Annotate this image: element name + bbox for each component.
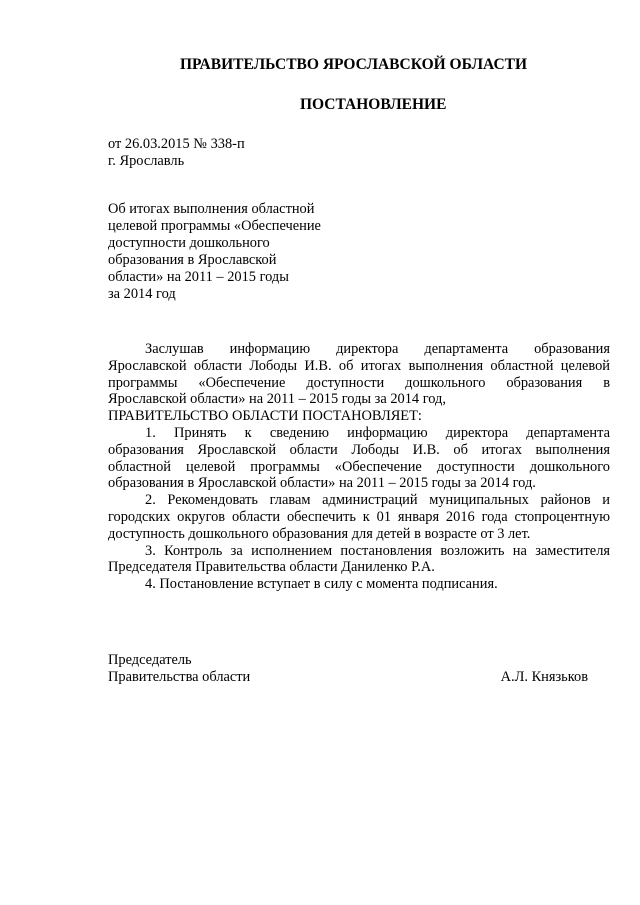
item-2-line: доступность дошкольного образования для детей в возрасте от 3 лет. (108, 525, 531, 542)
signer-position: Председатель (108, 652, 192, 668)
item-1-line: областной целевой программы «Обеспечение доступности дошкольного (108, 458, 610, 475)
item-1-line: образования в Ярославской области» на 2011 – 2015 годы за 2014 год. (108, 475, 536, 492)
date-number: от 26.03.2015 № 338-п (108, 136, 245, 152)
preamble-line: Заслушав информацию директора департамента образования (145, 341, 610, 357)
document-body (108, 341, 610, 593)
subject-line: целевой программы «Обеспечение (108, 218, 321, 234)
preamble-operative-line: ПРАВИТЕЛЬСТВО ОБЛАСТИ ПОСТАНОВЛЯЕТ: (108, 408, 422, 425)
item-4-line: 4. Постановление вступает в силу с момента подписания. (145, 576, 498, 593)
item-1-line: 1. Принять к сведению информацию директора департамента (145, 424, 610, 441)
government-title: ПРАВИТЕЛЬСТВО ЯРОСЛАВСКОЙ ОБЛАСТИ (180, 56, 528, 73)
preamble-line: Ярославской области» на 2011 – 2015 годы за 2014 год, (108, 391, 446, 408)
document-type-title: ПОСТАНОВЛЕНИЕ (300, 96, 447, 113)
signer-name: А.Л. Князьков (500, 669, 588, 685)
subject-line: доступности дошкольного (108, 235, 270, 251)
item-3-line: 3. Контроль за исполнением постановления возложить на заместителя (145, 542, 610, 559)
signer-position-org: Правительства области (108, 669, 251, 685)
subject-line: Об итогах выполнения областной (108, 201, 315, 217)
item-3-line: Председателя Правительства области Даниленко Р.А. (108, 559, 435, 576)
city: г. Ярославль (108, 153, 185, 169)
subject-line: области» на 2011 – 2015 годы (108, 269, 289, 285)
item-2-line: 2. Рекомендовать главам администраций муниципальных районов и (145, 492, 610, 509)
subject-block (108, 201, 348, 303)
item-1-line: образования Ярославской области Лободы И.В. об итогах выполнения (108, 441, 610, 458)
item-2-line: городских округов области обеспечить к 01 января 2016 года стопроцентную (108, 508, 610, 525)
signature-block (108, 652, 588, 686)
preamble-line: Ярославской области Лободы И.В. об итогах выполнения областной целевой (108, 357, 610, 374)
subject-line: образования в Ярославской (108, 252, 277, 268)
preamble-line: программы «Обеспечение доступности дошкольного образования в (108, 374, 610, 391)
subject-line: за 2014 год (108, 286, 176, 302)
